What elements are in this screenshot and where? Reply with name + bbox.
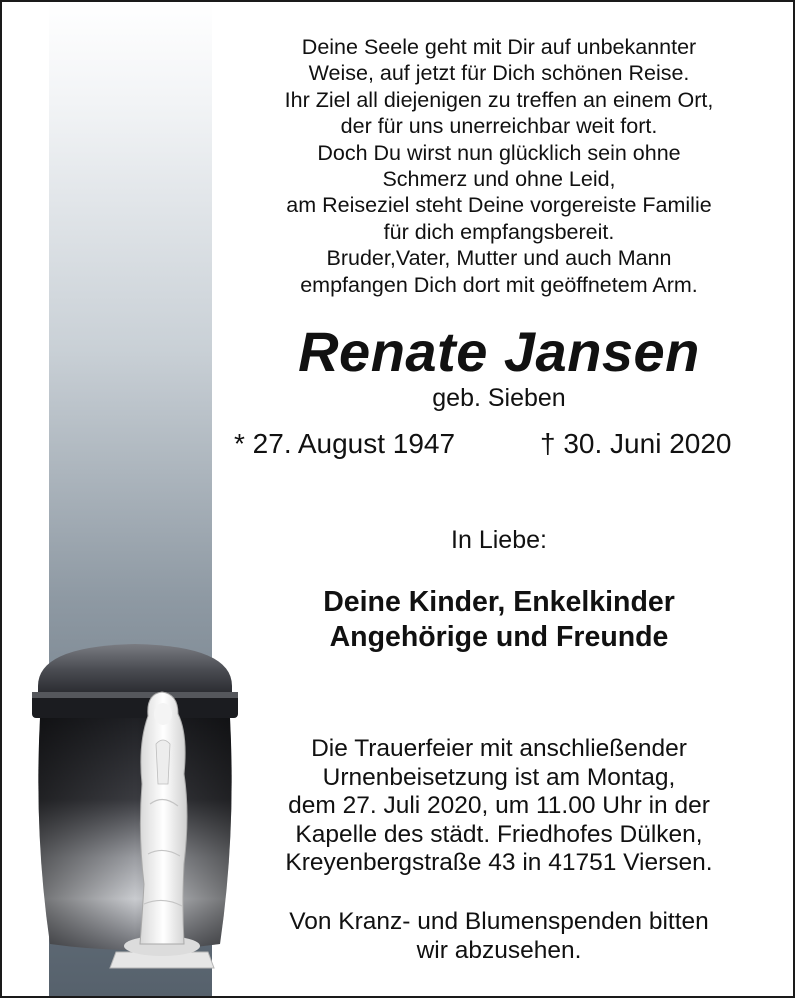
poem-line: empfangen Dich dort mit geöffnetem Arm. bbox=[300, 272, 698, 297]
birth-date: * 27. August 1947 bbox=[234, 428, 456, 459]
poem bbox=[224, 34, 774, 298]
deceased-name: Renate Jansen bbox=[298, 320, 700, 383]
poem-line: Schmerz und ohne Leid, bbox=[382, 167, 616, 192]
ceremony-line: Die Trauerfeier mit anschließender bbox=[311, 735, 687, 762]
poem-line: Bruder,Vater, Mutter und auch Mann bbox=[326, 246, 672, 271]
mourners bbox=[224, 585, 774, 655]
flowers-line: wir abzusehen. bbox=[416, 936, 582, 964]
ceremony-line: Urnenbeisetzung ist am Montag, bbox=[322, 763, 676, 791]
ceremony-line: Kapelle des städt. Friedhofes Dülken, bbox=[295, 820, 703, 848]
poem-line: Doch Du wirst nun glücklich sein ohne bbox=[317, 140, 681, 165]
mourners-line: Deine Kinder, Enkelkinder bbox=[323, 586, 675, 618]
poem-line: Deine Seele geht mit Dir auf unbekannter bbox=[301, 35, 697, 59]
flowers-note bbox=[224, 908, 774, 965]
ceremony-line: Kreyenbergstraße 43 in 41751 Viersen. bbox=[285, 849, 713, 876]
urn-icon bbox=[24, 634, 246, 980]
poem-line: Ihr Ziel all diejenigen zu treffen an einem Ort, bbox=[284, 87, 714, 112]
death-date: † 30. Juni 2020 bbox=[540, 428, 732, 459]
poem-line: der für uns unerreichbar weit fort. bbox=[340, 114, 658, 139]
ceremony-line: dem 27. Juli 2020, um 11.00 Uhr in der bbox=[288, 792, 710, 819]
mourners-intro: In Liebe: bbox=[451, 526, 547, 554]
mourners-line: Angehörige und Freunde bbox=[329, 621, 669, 653]
ceremony-info bbox=[224, 735, 774, 878]
poem-line: Weise, auf jetzt für Dich schönen Reise. bbox=[308, 61, 690, 86]
poem-line: für dich empfangsbereit. bbox=[383, 219, 615, 244]
flowers-line: Von Kranz- und Blumenspenden bitten bbox=[289, 908, 709, 935]
birth-name: geb. Sieben bbox=[432, 384, 566, 412]
poem-line: am Reiseziel steht Deine vorgereiste Familie bbox=[286, 193, 712, 218]
